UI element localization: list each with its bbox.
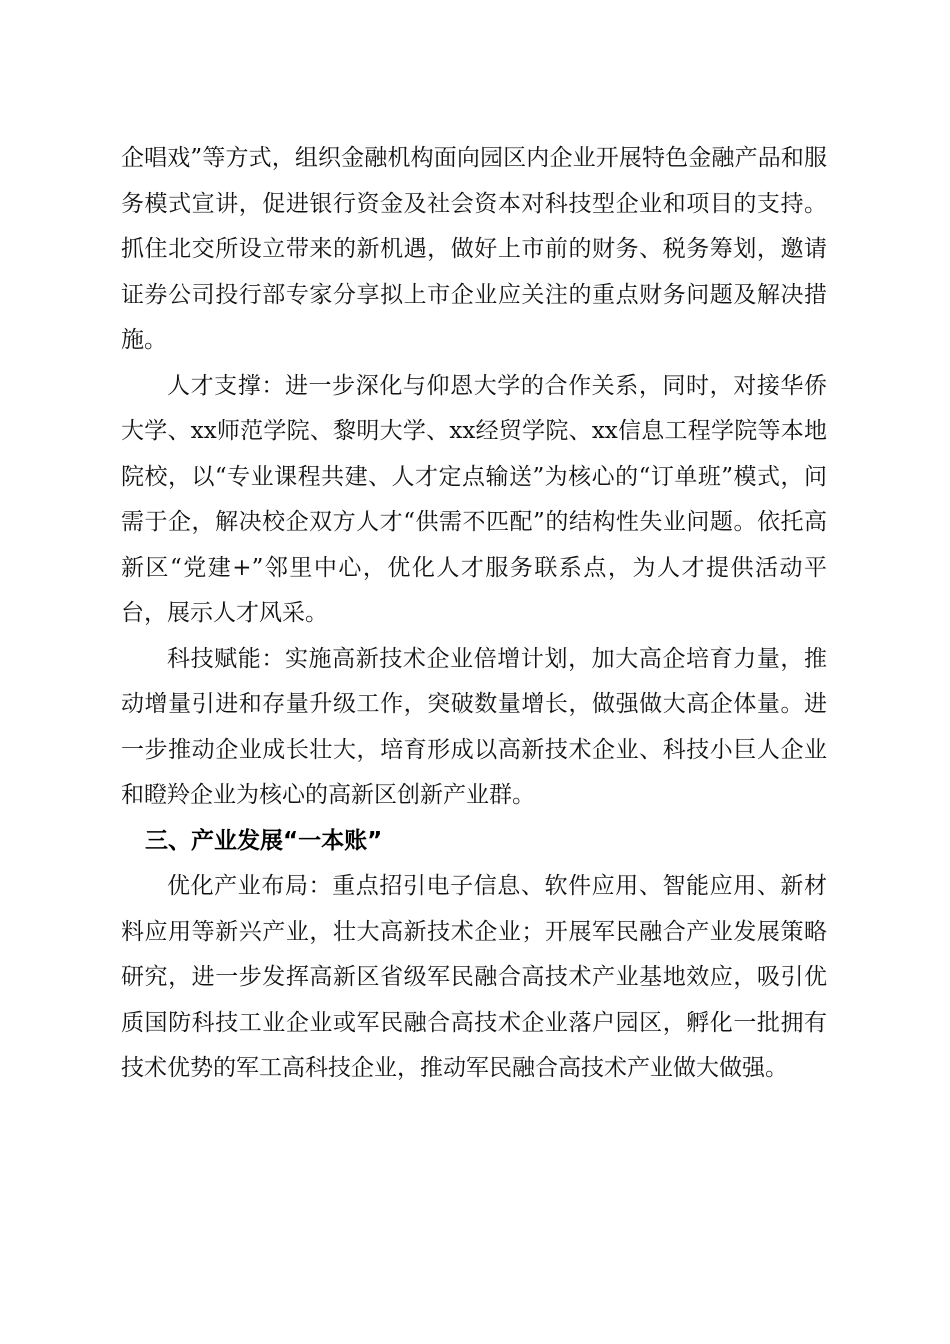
section-heading: 三、产业发展“一本账” — [145, 827, 383, 854]
document-body — [121, 136, 827, 1092]
paragraph-tech-empowerment: 科技赋能：实施高新技术企业倍增计划，加大高企培育力量，推动增量引进和存量升级工作，突破数量增长，做强做大高企体量。进一步推动企业成长壮大，培育形成以高新技术企业、科技小巨人企业和瞪羚企业为核心的高新区创新产业群。 — [121, 645, 827, 808]
paragraph-continuation: 企唱戏”等方式，组织金融机构面向园区内企业开展特色金融产品和服务模式宣讲，促进银行资金及社会资本对科技型企业和项目的支持。抓住北交所设立带来的新机遇，做好上市前的财务、税务筹划，邀请证券公司投行部专家分享拟上市企业应关注的重点财务问题及解决措施。 — [121, 145, 827, 353]
paragraph-industry-layout: 优化产业布局：重点招引电子信息、软件应用、智能应用、新材料应用等新兴产业，壮大高新技术企业；开展军民融合产业发展策略研究，进一步发挥高新区省级军民融合高技术产业基地效应，吸引优质国防科技工业企业或军民融合高技术企业落户园区，孵化一批拥有技术优势的军工高科技企业，推动军民融合高技术产业做大做强。 — [121, 873, 827, 1081]
paragraph-talent-support: 人才支撑：进一步深化与仰恩大学的合作关系，同时，对接华侨大学、xx师范学院、黎明大学、xx经贸学院、xx信息工程学院等本地院校，以“专业课程共建、人才定点输送”为核心的“订单班”模式，问需于企，解决校企双方人才“供需不匹配”的结构性失业问题。依托高新区“党建+”邻里中心，优化人才服务联系点，为人才提供活动平台，展示人才风采。 — [121, 372, 827, 626]
